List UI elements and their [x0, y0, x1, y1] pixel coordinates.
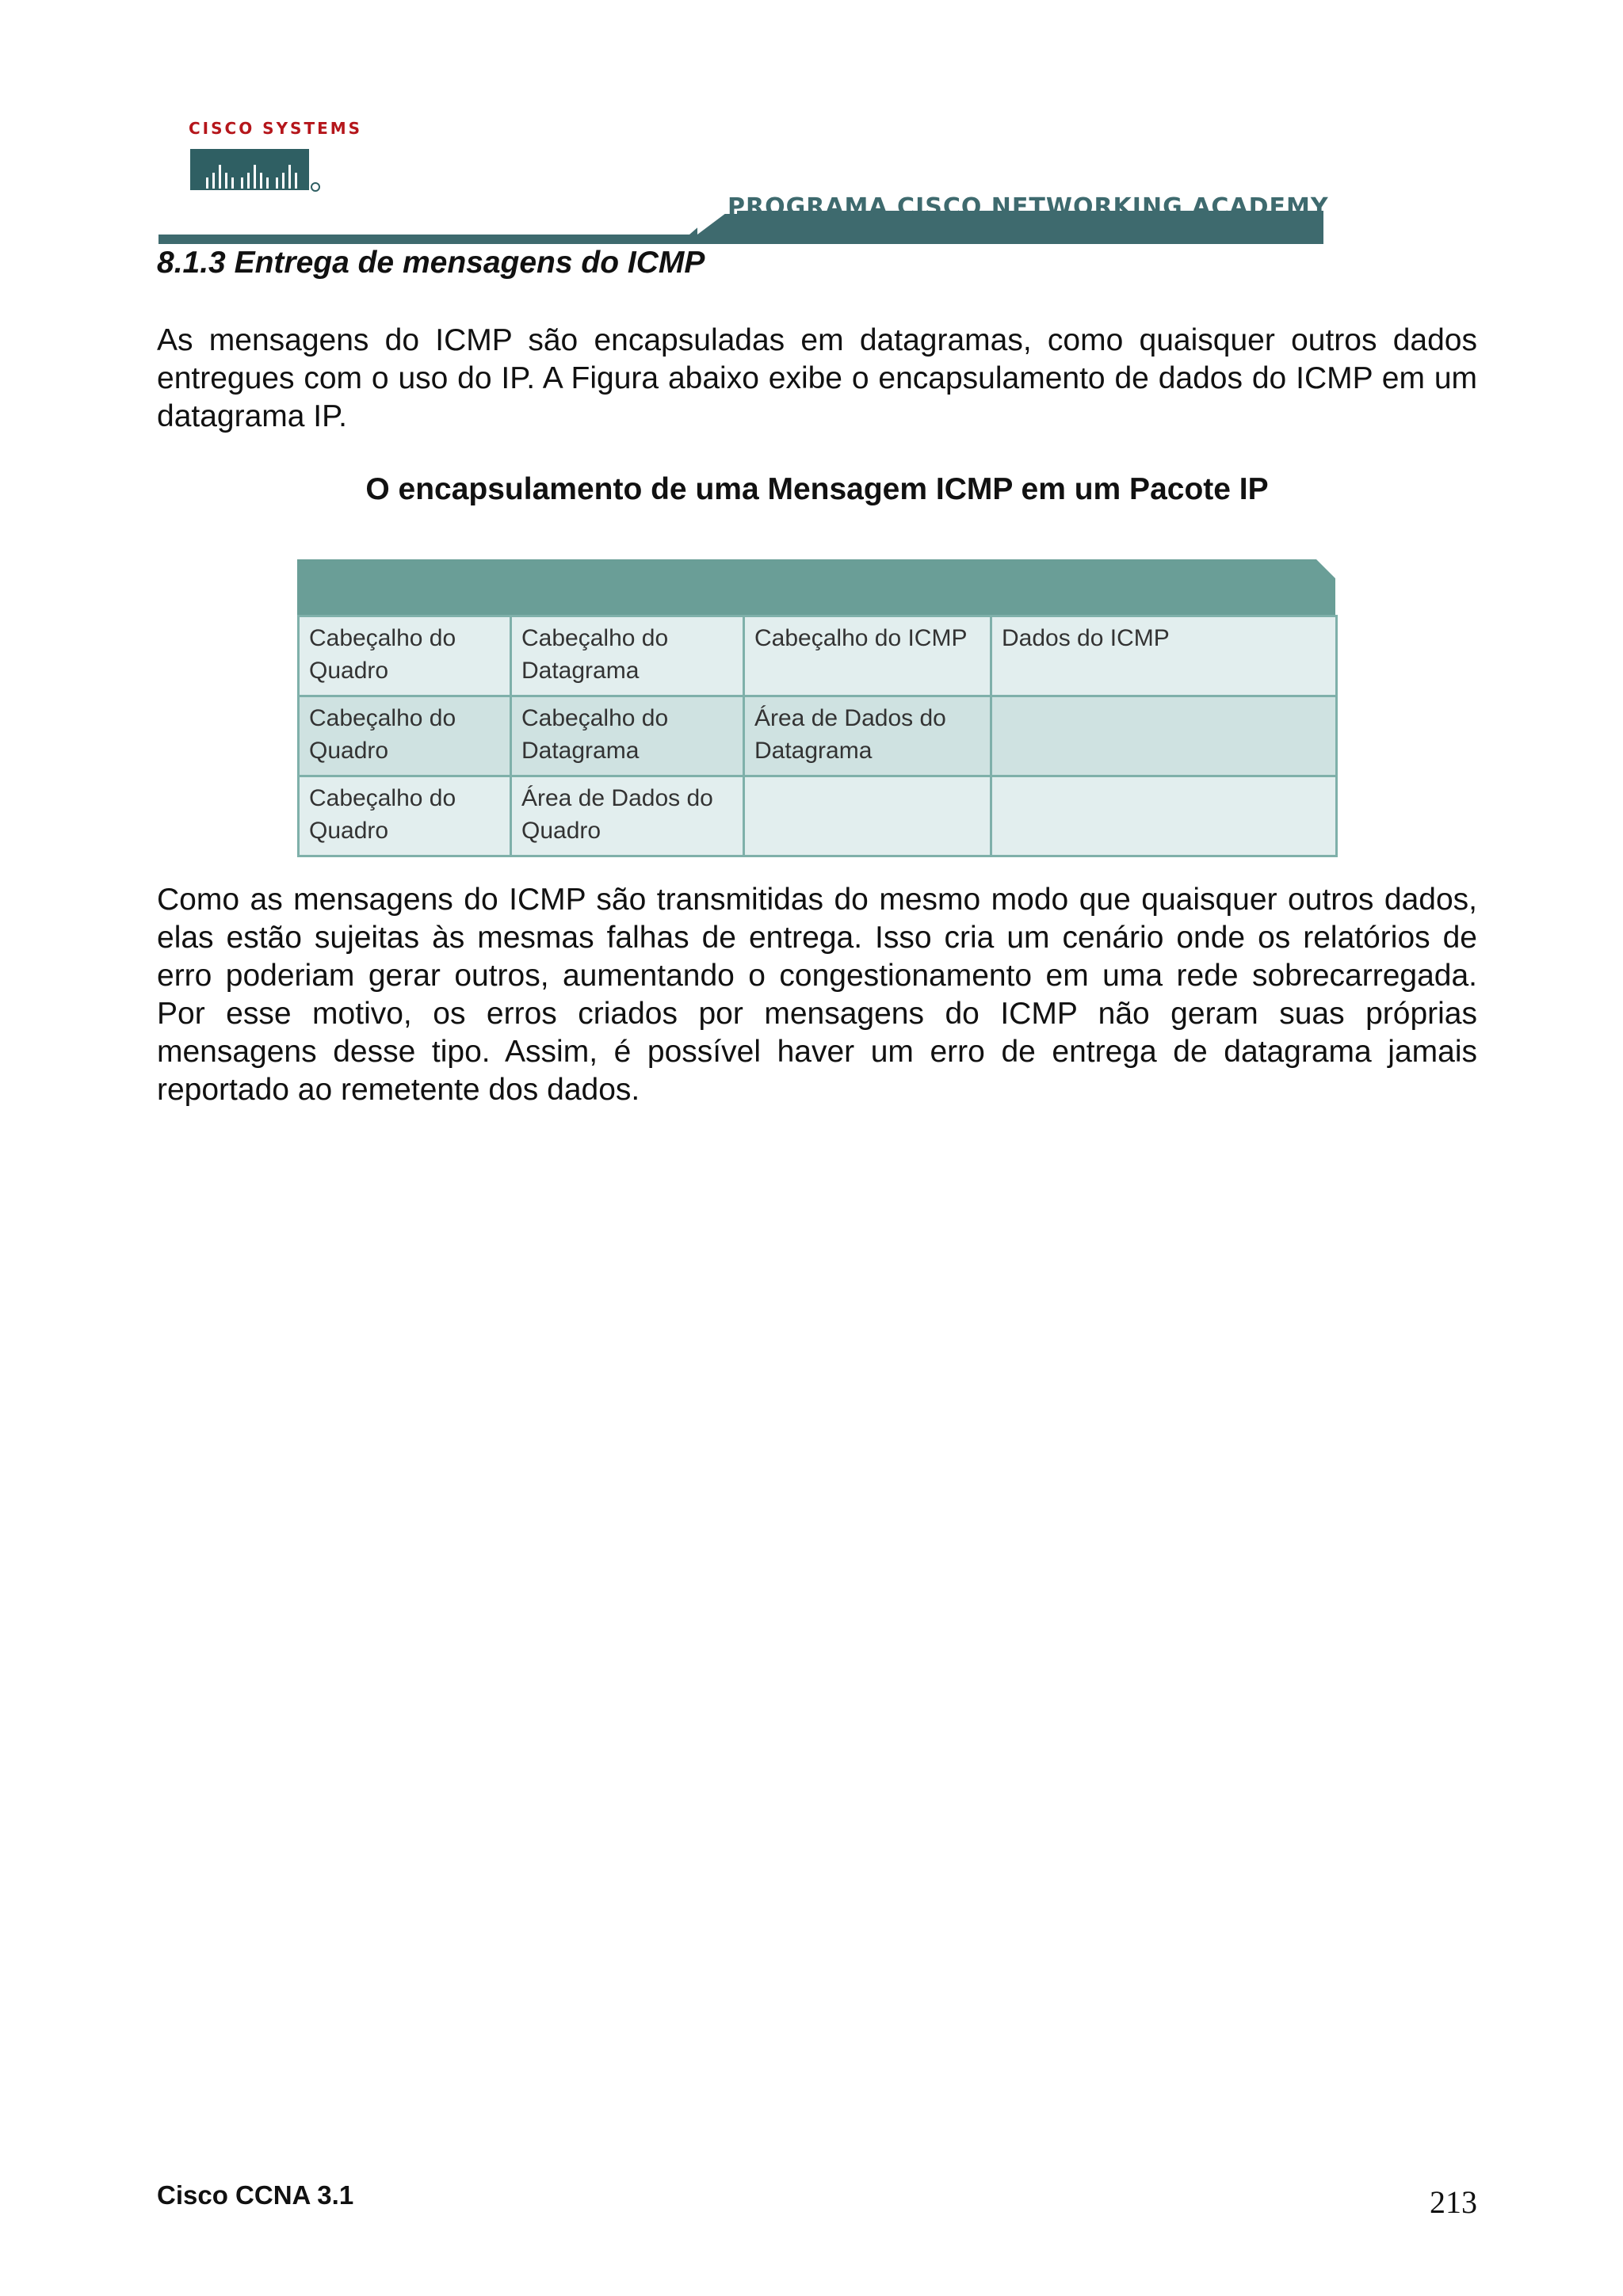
table-cell: Dados do ICMP: [991, 616, 1337, 696]
figure-header-bar: [297, 559, 1335, 615]
table-cell: Cabeçalho do Quadro: [299, 696, 511, 776]
cisco-logo: [189, 119, 363, 190]
paragraph-intro: As mensagens do ICMP são encapsuladas em datagramas, como quaisquer outros dados entregues com o uso do IP. A Figura abaixo exibe o encapsulamento de dados do ICMP em um datagrama IP.: [157, 323, 1477, 433]
cisco-bridge-icon: [189, 141, 323, 193]
table-row: [299, 616, 1337, 696]
page-number: 213: [1430, 2184, 1477, 2220]
table-cell: Cabeçalho do Quadro: [299, 776, 511, 856]
section-title: 8.1.3 Entrega de mensagens do ICMP: [157, 246, 705, 280]
encapsulation-table: [297, 615, 1338, 857]
table-row: [299, 696, 1337, 776]
table-cell: Área de Dados do Quadro: [511, 776, 744, 856]
table-cell: Cabeçalho do Datagrama: [511, 616, 744, 696]
encapsulation-figure: [297, 559, 1335, 857]
table-cell: Cabeçalho do ICMP: [744, 616, 991, 696]
logo-text: CISCO SYSTEMS: [189, 119, 363, 138]
figure-caption: O encapsulamento de uma Mensagem ICMP em um Pacote IP: [365, 472, 1269, 506]
table-cell: Cabeçalho do Datagrama: [511, 696, 744, 776]
table-cell: [991, 696, 1337, 776]
table-cell: [991, 776, 1337, 856]
banner-title: PROGRAMA CISCO NETWORKING ACADEMY: [727, 193, 1329, 221]
table-row: [299, 776, 1337, 856]
footer-course-name: Cisco CCNA 3.1: [157, 2180, 354, 2210]
table-cell: Cabeçalho do Quadro: [299, 616, 511, 696]
table-cell: Área de Dados do Datagrama: [744, 696, 991, 776]
paragraph-delivery-failures: Como as mensagens do ICMP são transmitidas do mesmo modo que quaisquer outros dados, elas estão sujeitas às mesmas falhas de entrega. Isso cria um cenário onde os relatórios de erro poderiam gerar outros, aumentando o congestionamento em uma rede sobrecarregada. Por esse motivo, os erros criados por mensagens do ICMP não geram suas próprias mensagens desse tipo. Assim, é possível haver um erro de entrega de datagrama jamais reportado ao remetente dos dados.: [157, 883, 1477, 1107]
table-cell: [744, 776, 991, 856]
